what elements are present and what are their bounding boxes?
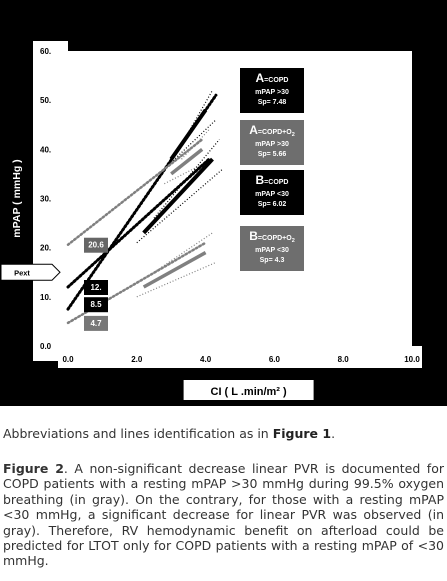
y-tick-label: 60.: [40, 47, 52, 56]
intercept-label: 12.: [90, 283, 102, 292]
pext-arrow: [1, 264, 60, 280]
y-tick-label: 10.: [40, 292, 52, 302]
y-tick-label: 50.: [40, 96, 52, 106]
legend-line3: Sp= 4.3: [259, 257, 285, 264]
x-tick-label: 6.0: [268, 355, 280, 364]
intercept-label: 4.7: [90, 318, 102, 328]
legend-title-sub: =COPD: [264, 77, 289, 84]
caption-suffix: .: [331, 426, 336, 441]
legend-title-sub: =COPD+O: [257, 129, 292, 136]
y-tick-label: 0.0: [40, 342, 52, 351]
legend-title-subscript: 2: [291, 238, 295, 244]
legend-title-main: B: [249, 229, 258, 243]
figure-caption-text: . A non-significant decrease linear PVR is documented for COPD patients with a resting mPAP >30 mmHg during 99.5% oxygen breathing (in gray). On the contrary, for those with a resting mPAP <30 mmHg, a significant decrease for linear PVR was observed (in gray). Therefore, RV hemodynamic benefit on afterload could be predicted for LTOT only for COPD patients with a resting mPAP of <30 mmHg.: [3, 461, 444, 569]
x-tick-label: 0.0: [62, 355, 74, 364]
figure-caption-label: Figure 2: [3, 461, 64, 476]
legend-title-subscript: 2: [291, 132, 295, 138]
figure-caption: [3, 461, 444, 569]
x-tick-label: 2.0: [131, 355, 143, 364]
y-tick-label: 20.: [40, 243, 52, 253]
legend-line2: mPAP <30: [255, 191, 289, 198]
legend-title-main: A: [249, 123, 258, 137]
abbreviations-caption: [3, 426, 444, 441]
legend-line3: Sp= 6.02: [257, 201, 287, 208]
legend-title-sub: =COPD: [264, 179, 289, 186]
intercept-label: 8.5: [90, 300, 102, 310]
legend-title-main: A: [255, 71, 265, 85]
x-axis-strip: [58, 346, 422, 368]
caption-figure-ref: Figure 1: [272, 426, 332, 441]
legend-line2: mPAP >30: [255, 89, 289, 96]
y-tick-label: 40.: [40, 145, 52, 155]
legend-title-sub: =COPD+O: [257, 235, 292, 242]
caption-prefix: Abbreviations and lines identification as in: [3, 426, 273, 441]
y-axis-label: mPAP ( mmHg ): [11, 159, 23, 238]
y-tick-label: 30.: [40, 194, 52, 204]
x-axis-label: CI ( L .min/m² ): [210, 386, 287, 398]
intercept-label: 20.6: [88, 240, 104, 250]
legend-title-main: B: [255, 173, 265, 187]
x-tick-label: 4.0: [200, 355, 212, 364]
legend-line3: Sp= 5.66: [257, 151, 287, 158]
x-tick-label: 8.0: [337, 355, 349, 364]
pext-label: Pext: [14, 268, 30, 278]
x-tick-label: 10.0: [404, 355, 420, 364]
legend-line2: mPAP >30: [255, 141, 289, 148]
legend-line2: mPAP <30: [255, 247, 289, 254]
legend-line3: Sp= 7.48: [257, 99, 287, 106]
